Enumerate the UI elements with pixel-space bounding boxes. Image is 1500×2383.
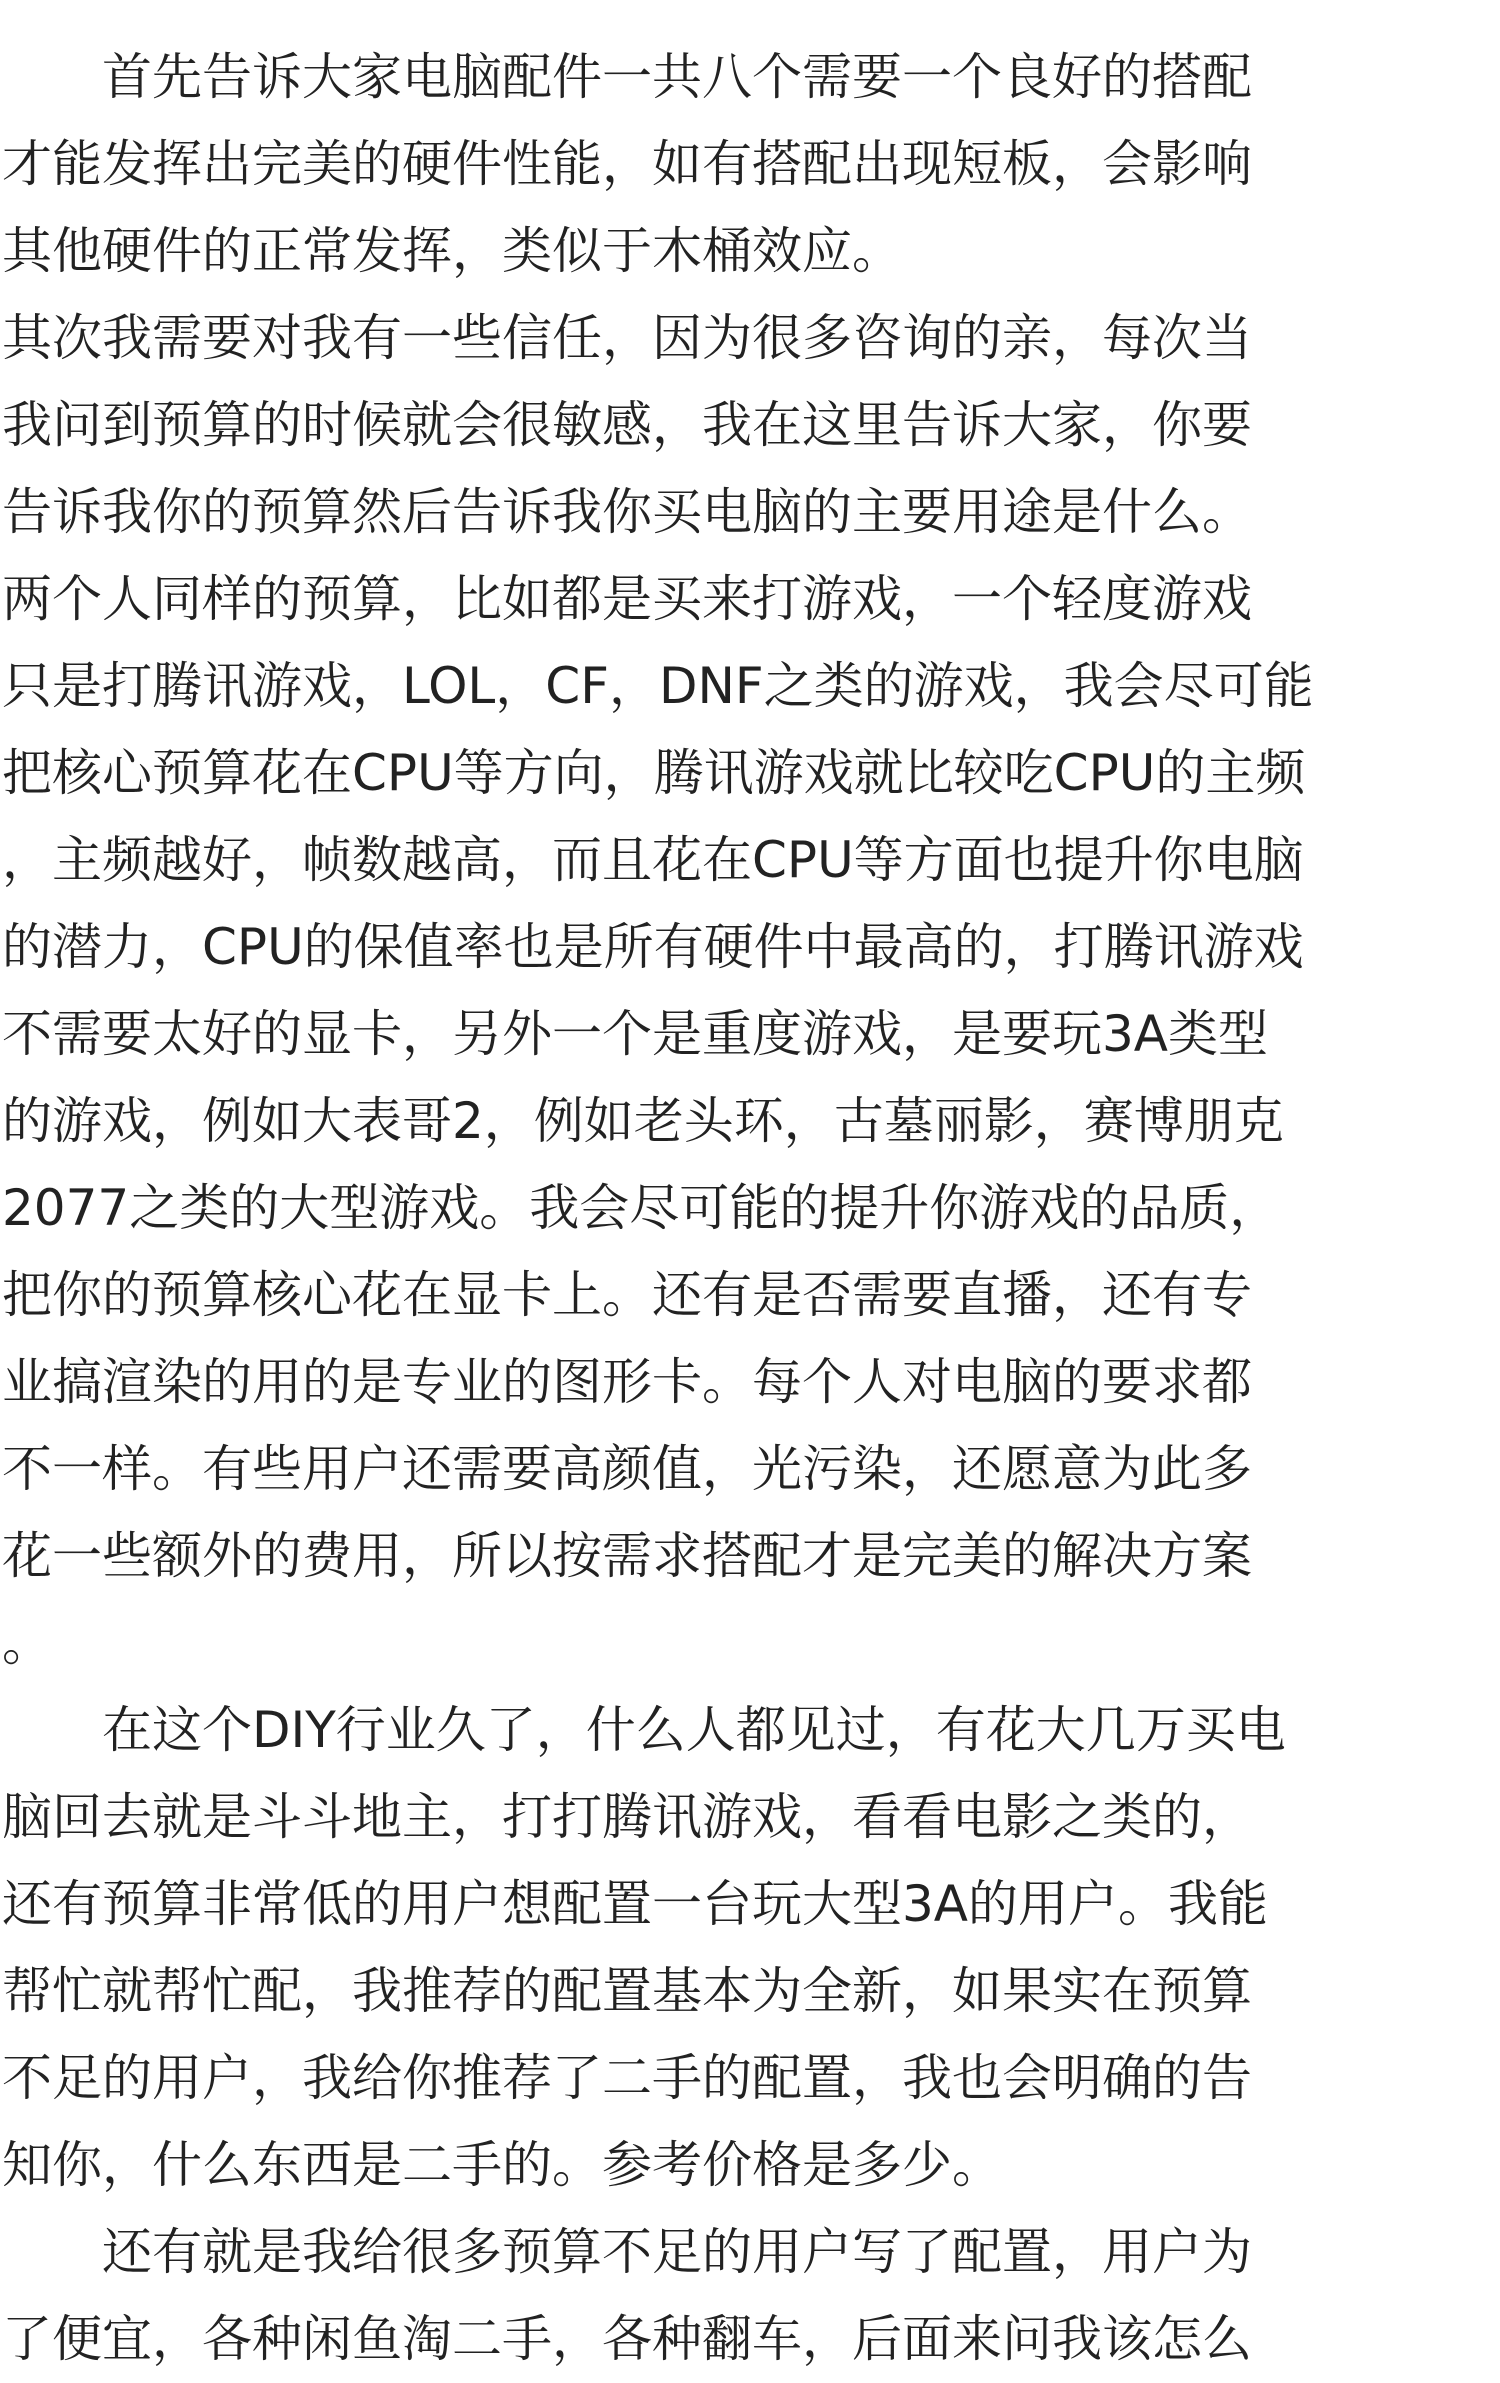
text-line: 还有预算非常低的用户想配置一台玩大型3A的用户。我能 [2,1875,1269,1933]
text-line: 把你的预算核心花在显卡上。还有是否需要直播，还有专 [2,1266,1252,1324]
text-line: 告诉我你的预算然后告诉我你买电脑的主要用途是什么。 [2,483,1252,541]
text-line: 花一些额外的费用，所以按需求搭配才是完美的解决方案 [2,1527,1252,1585]
text-line: 我问到预算的时候就会很敏感，我在这里告诉大家，你要 [2,396,1252,454]
text-line: 才能发挥出完美的硬件性能，如有搭配出现短板，会影响 [2,135,1252,193]
text-line: 在这个DIY行业久了，什么人都见过，有花大几万买电 [2,1701,1286,1759]
text-line: 把核心预算花在CPU等方向，腾讯游戏就比较吃CPU的主频 [2,744,1306,802]
text-line: 2077之类的大型游戏。我会尽可能的提升你游戏的品质， [2,1179,1280,1237]
article-body [0,34,1500,2368]
text-line: 的潜力，CPU的保值率也是所有硬件中最高的，打腾讯游戏 [2,918,1304,976]
text-line: 脑回去就是斗斗地主，打打腾讯游戏，看看电影之类的， [2,1788,1252,1846]
text-line: 不足的用户，我给你推荐了二手的配置，我也会明确的告 [2,2049,1252,2107]
text-line: ，主频越好，帧数越高，而且花在CPU等方面也提升你电脑 [2,831,1304,889]
text-line: 首先告诉大家电脑配件一共八个需要一个良好的搭配 [2,48,1252,106]
text-line: 知你，什么东西是二手的。参考价格是多少。 [2,2136,1002,2194]
text-line: 业搞渲染的用的是专业的图形卡。每个人对电脑的要求都 [2,1353,1252,1411]
text-line: 的游戏，例如大表哥2，例如老头环，古墓丽影，赛博朋克 [2,1092,1284,1150]
text-line: 只是打腾讯游戏，LOL，CF，DNF之类的游戏，我会尽可能 [2,657,1314,715]
text-line: 帮忙就帮忙配，我推荐的配置基本为全新，如果实在预算 [2,1962,1252,2020]
text-line: 两个人同样的预算，比如都是买来打游戏，一个轻度游戏 [2,570,1252,628]
text-line: 了便宜，各种闲鱼淘二手，各种翻车，后面来问我该怎么 [2,2310,1252,2368]
text-line: 还有就是我给很多预算不足的用户写了配置，用户为 [2,2223,1252,2281]
text-line: 其次我需要对我有一些信任，因为很多咨询的亲，每次当 [2,309,1252,367]
text-line: 不需要太好的显卡，另外一个是重度游戏，是要玩3A类型 [2,1005,1269,1063]
text-line: 其他硬件的正常发挥，类似于木桶效应。 [2,222,902,280]
text-line: 不一样。有些用户还需要高颜值，光污染，还愿意为此多 [2,1440,1252,1498]
text-line: 。 [2,1614,52,1672]
